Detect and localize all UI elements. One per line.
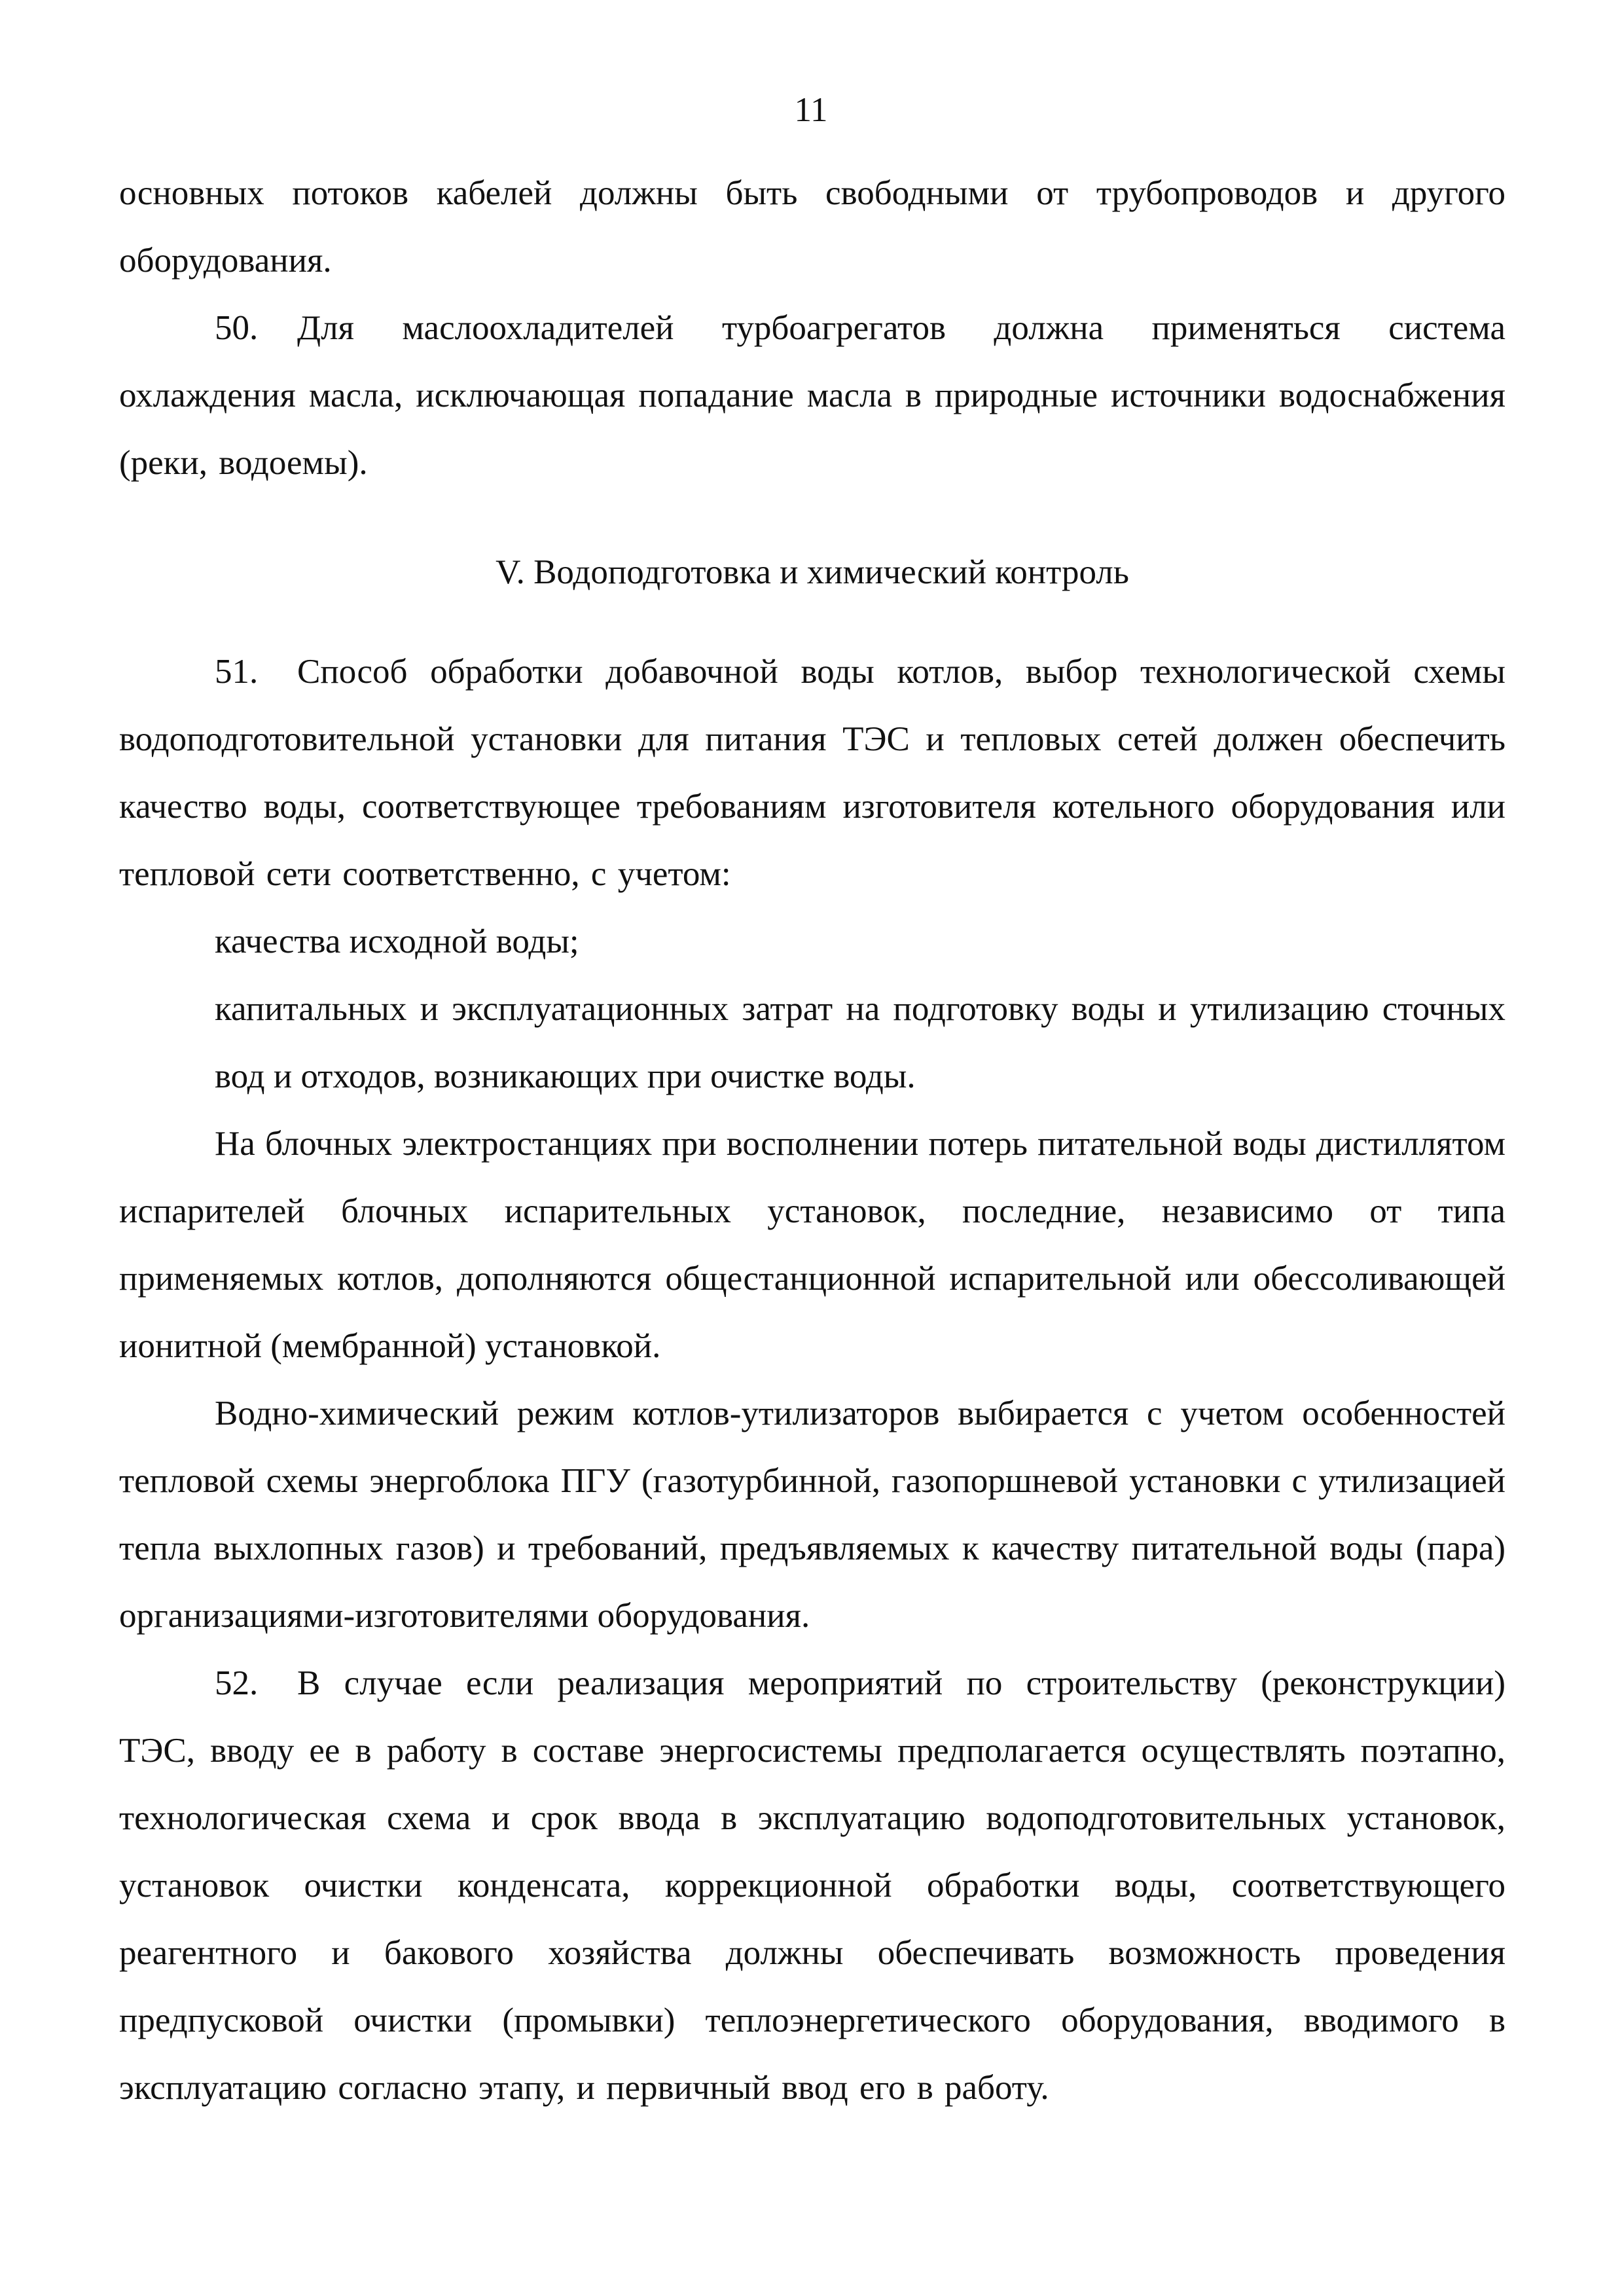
paragraph-text: Способ обработки добавочной воды котлов, выбор технологической схемы водоподготовительной установки для питания ТЭС и тепловых сетей должен обеспечить качество воды, соответствующее требованиям изготовителя котельного оборудования или тепловой сети соответственно, с учетом: (119, 653, 1505, 893)
list-item: качества исходной воды; (215, 922, 579, 960)
paragraph-block-stations: На блочных электростанциях при восполнении потерь питательной воды дистиллятом испарителей блочных испарительных установок, последние, независимо от типа применяемых котлов, дополняются общестанционной испарительной или обессоливающей ионитной (мембранной) установкой. (119, 1125, 1505, 1365)
paragraph-52 (119, 1650, 1505, 2122)
paragraph-number: 52. (215, 1664, 259, 1702)
document-body (119, 160, 1505, 2122)
section-heading: V. Водоподготовка и химический контроль (496, 553, 1129, 591)
paragraph-number: 50. (215, 309, 259, 347)
paragraph-text: Для маслоохладителей турбоагрегатов должна применяться система охлаждения масла, исключающая попадание масла в природные источники водоснабжения (реки, водоемы). (119, 309, 1505, 482)
paragraph-50 (119, 295, 1505, 497)
paragraph-number: 51. (215, 653, 259, 691)
page-number: 11 (794, 91, 828, 129)
paragraph-text: В случае если реализация мероприятий по строительству (реконструкции) ТЭС, вводу ее в работу в составе энергосистемы предполагается осуществлять поэтапно, технологическая схема и срок ввода в эксплуатацию водоподготовительных установок, установок очистки конденсата, коррекционной обработки воды, соответствующего реагентного и бакового хозяйства должны обеспечивать возможность проведения предпусковой очистки (промывки) теплоэнергетического оборудования, вводимого в эксплуатацию согласно этапу, и первичный ввод его в работу. (119, 1664, 1505, 2107)
paragraph-water-chemistry: Водно-химический режим котлов-утилизаторов выбирается с учетом особенностей тепловой схемы энергоблока ПГУ (газотурбинной, газопоршневой установки с утилизацией тепла выхлопных газов) и требований, предъявляемых к качеству питательной воды (пара) организациями-изготовителями оборудования. (119, 1394, 1505, 1635)
paragraph-continuation: основных потоков кабелей должны быть свободными от трубопроводов и другого оборудования. (119, 174, 1505, 280)
paragraph-51 (119, 638, 1505, 908)
list-item: капитальных и эксплуатационных затрат на подготовку воды и утилизацию сточных вод и отходов, возникающих при очистке воды. (215, 990, 1505, 1095)
